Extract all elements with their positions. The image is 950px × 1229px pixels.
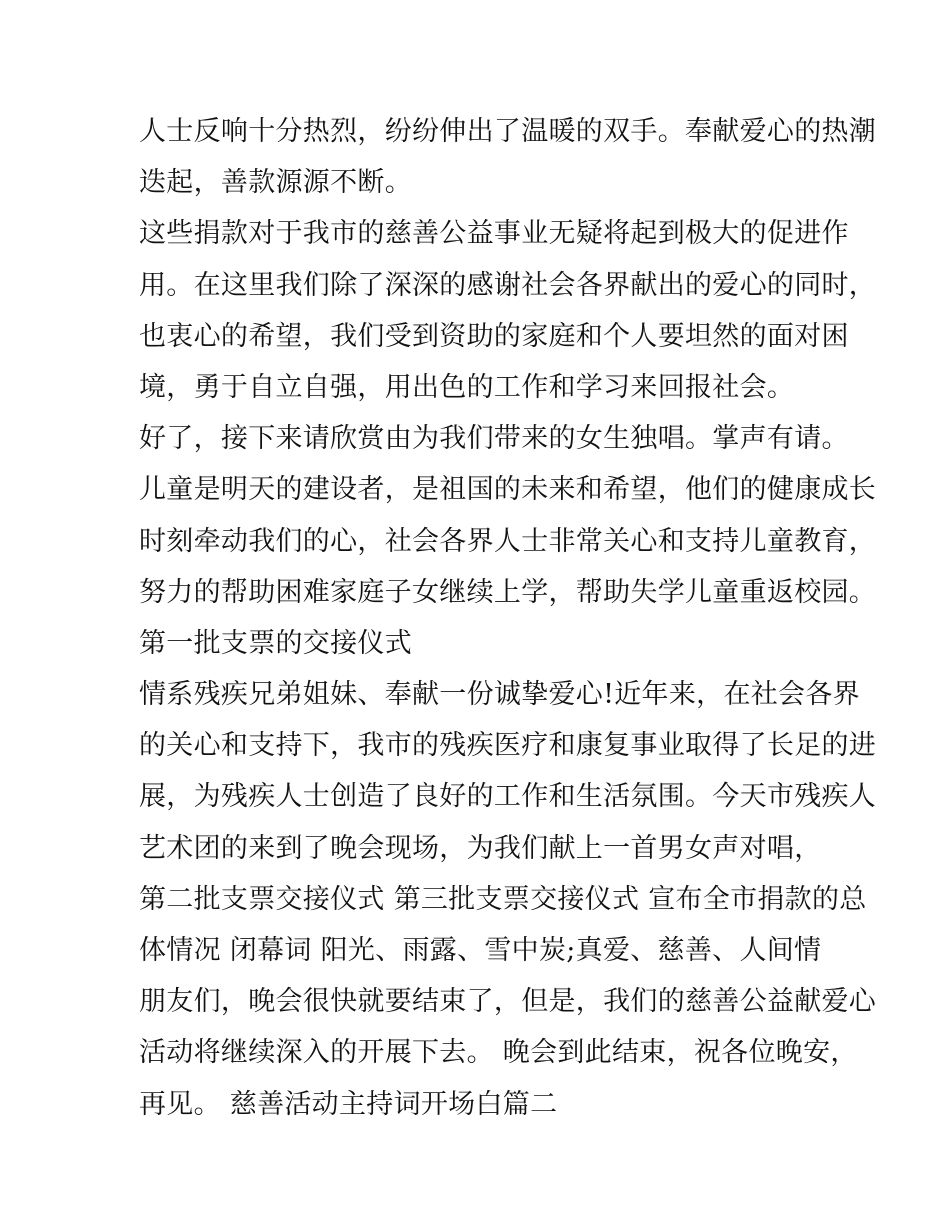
section-heading: 第一批支票的交接仪式 (139, 627, 412, 659)
text-line: 再见。 慈善活动主持词开场白篇二 (139, 1088, 558, 1120)
text-line: 迭起，善款源源不断。 (139, 167, 412, 199)
text-line: 也衷心的希望，我们受到资助的家庭和个人要坦然的面对困 (139, 320, 849, 352)
text-line: 儿童是明天的建设者，是祖国的未来和希望，他们的健康成长 (139, 474, 877, 506)
text-line: 境，勇于自立自强，用出色的工作和学习来回报社会。 (139, 371, 795, 403)
text-line: 好了，接下来请欣赏由为我们带来的女生独唱。掌声有请。 (139, 423, 849, 455)
text-line: 展，为残疾人士创造了良好的工作和生活氛围。今天市残疾人 (139, 781, 877, 813)
text-line: 朋友们，晚会很快就要结束了，但是，我们的慈善公益献爱心 (139, 986, 877, 1018)
text-line: 艺术团的来到了晚会现场，为我们献上一首男女声对唱， (139, 832, 822, 864)
text-line: 第二批支票交接仪式 第三批支票交接仪式 宣布全市捐款的总 (139, 883, 867, 915)
text-line: 的关心和支持下，我市的残疾医疗和康复事业取得了长足的进 (139, 730, 877, 762)
text-line: 情系残疾兄弟姐妹、奉献一份诚挚爱心!近年来，在社会各界 (139, 679, 860, 711)
document-body-text (139, 106, 877, 1130)
text-line: 人士反响十分热烈，纷纷伸出了温暖的双手。奉献爱心的热潮 (139, 116, 877, 147)
text-line: 用。在这里我们除了深深的感谢社会各界献出的爱心的同时， (139, 269, 877, 301)
text-line: 活动将继续深入的开展下去。 晚会到此结束，祝各位晚安， (139, 1037, 858, 1069)
text-line: 这些捐款对于我市的慈善公益事业无疑将起到极大的促进作 (139, 218, 849, 250)
text-line: 时刻牵动我们的心，社会各界人士非常关心和支持儿童教育， (139, 525, 877, 557)
text-line: 体情况 闭幕词 阳光、雨露、雪中炭;真爱、慈善、人间情 (139, 935, 822, 966)
text-line: 努力的帮助困难家庭子女继续上学，帮助失学儿童重返校园。 (139, 576, 877, 608)
